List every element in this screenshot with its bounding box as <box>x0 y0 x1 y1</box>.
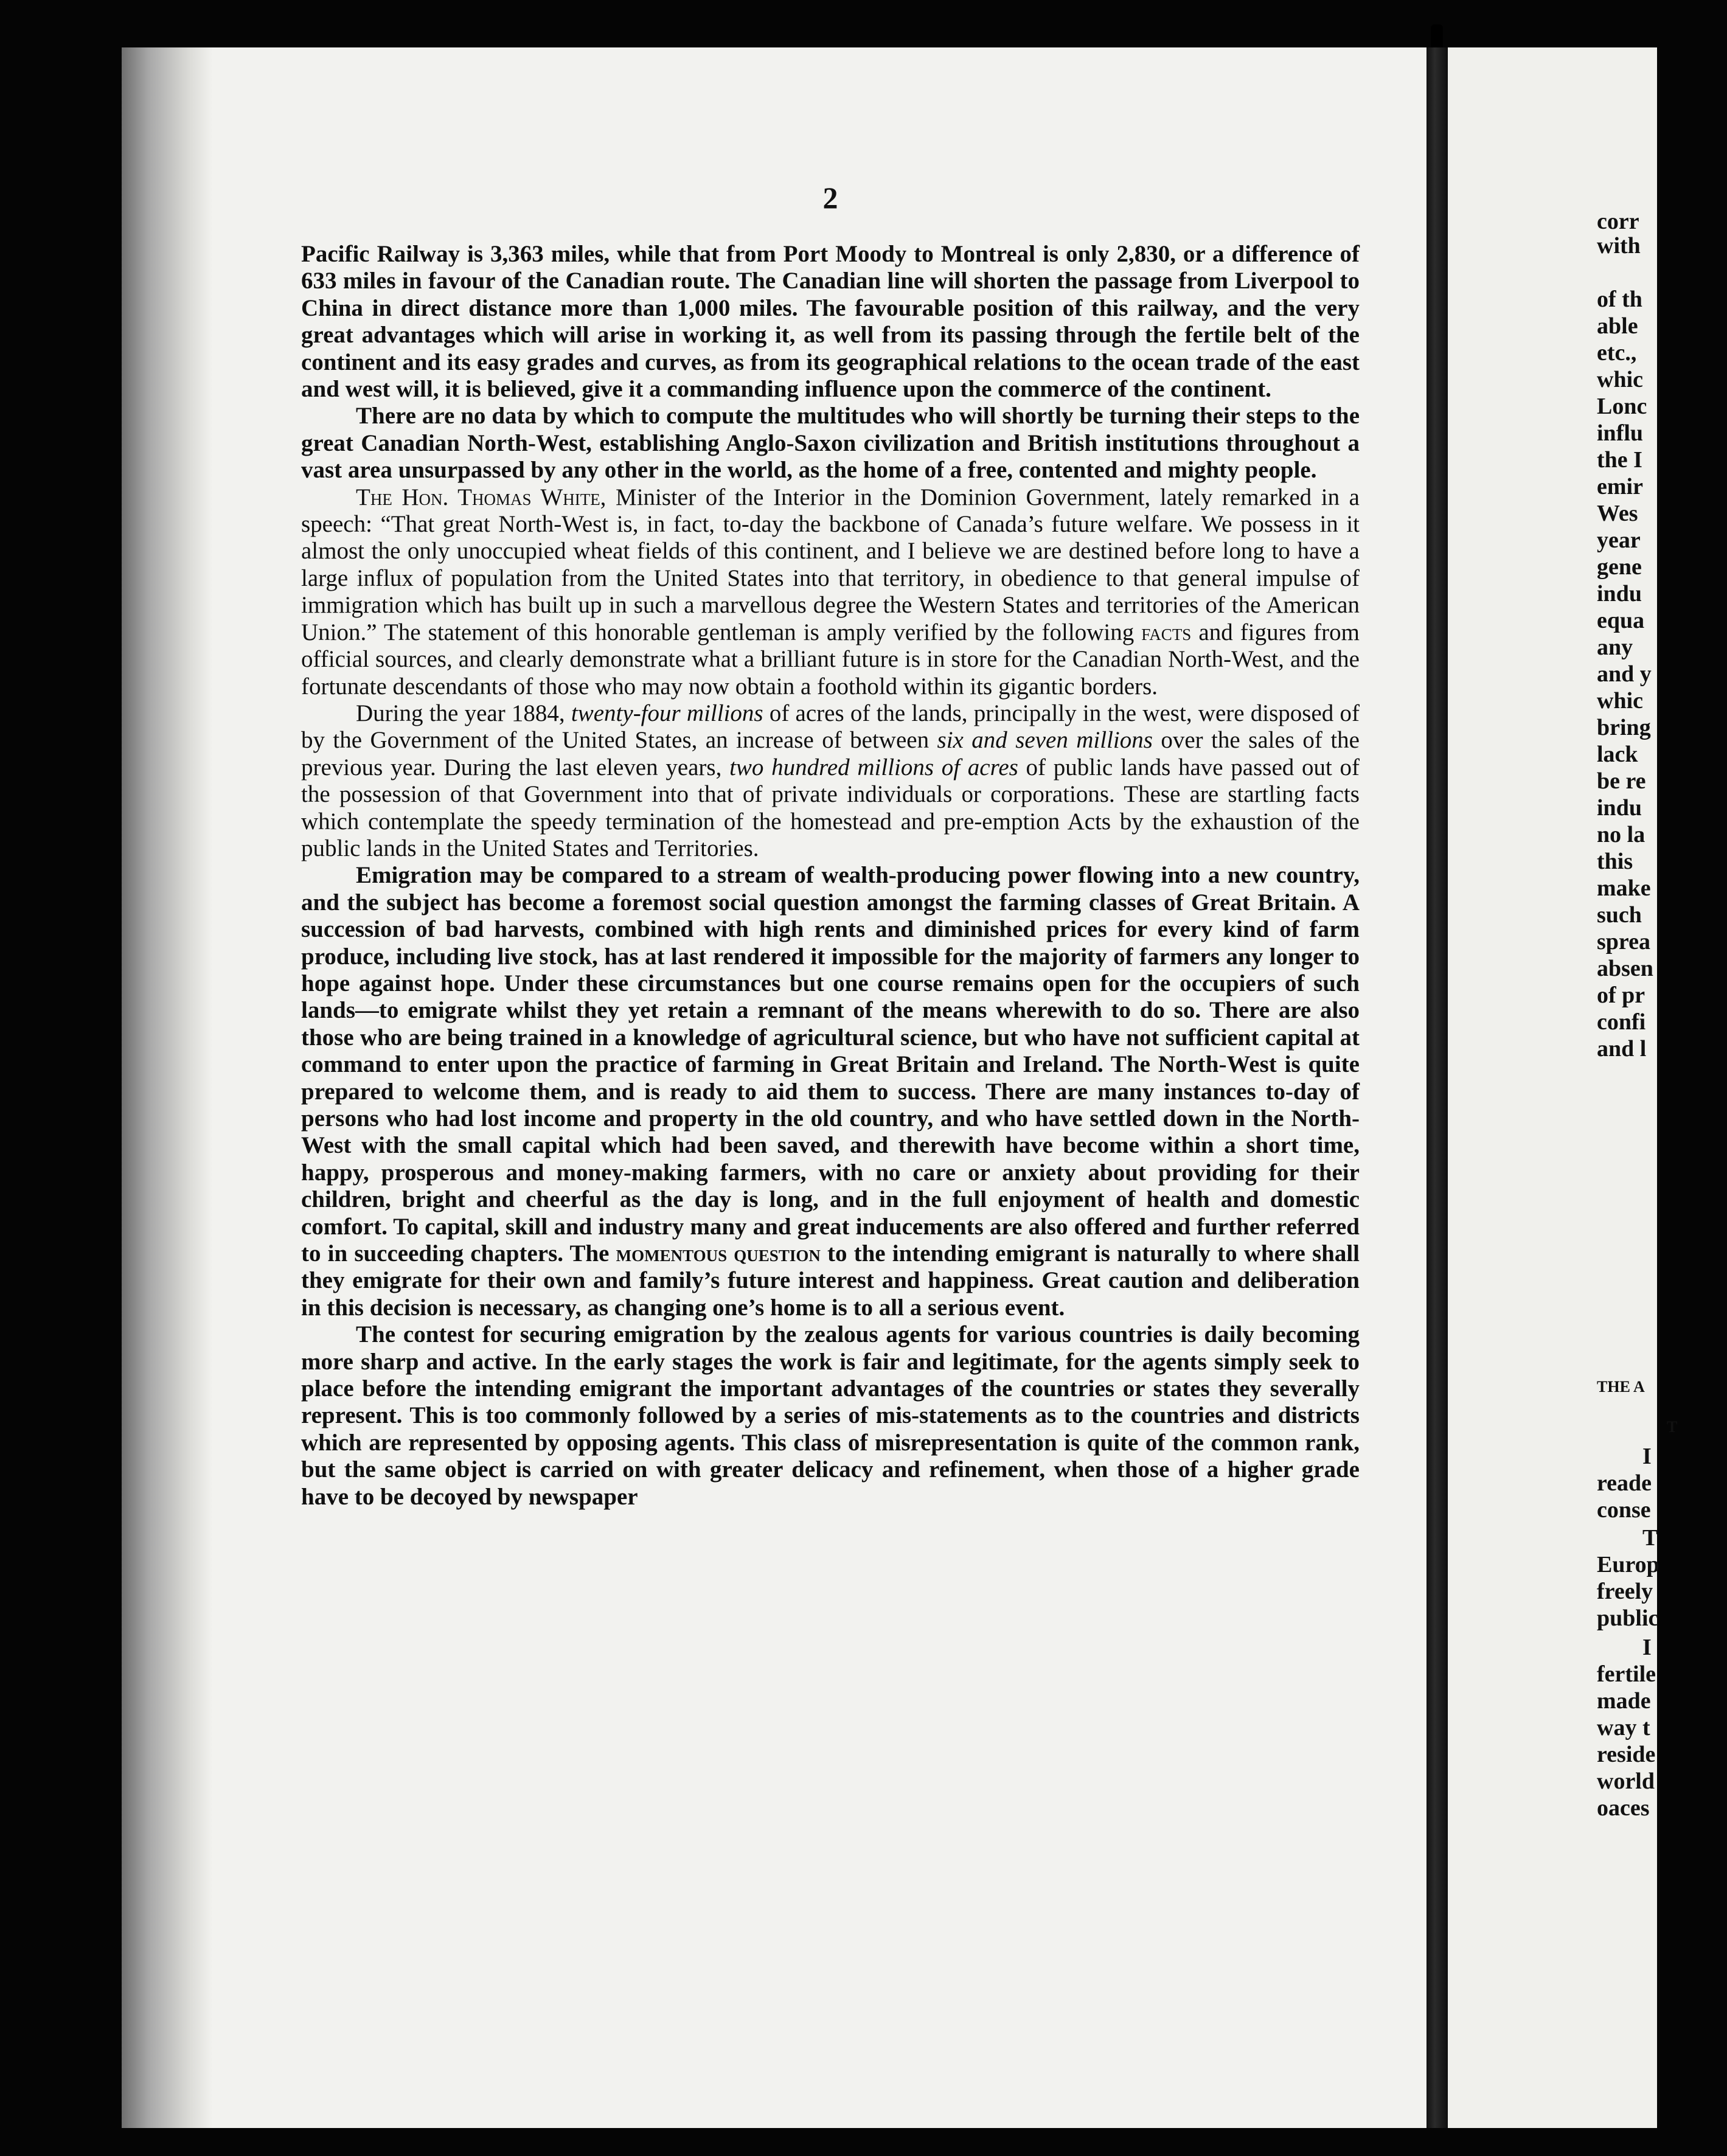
fragment: Europ <box>1597 1552 1659 1577</box>
paragraph-3 <box>301 484 1360 700</box>
p4-emphasis-3: two hundred millions of acres <box>729 754 1018 781</box>
p4-e: over the sales of the previous year. During the last eleven years, <box>301 727 1360 781</box>
fragment: any <box>1597 635 1633 660</box>
fragment: THE A <box>1597 1378 1645 1396</box>
fragment: with <box>1597 233 1641 259</box>
fragment: year <box>1597 527 1641 553</box>
fragment: influ <box>1597 420 1644 446</box>
fragment: reade <box>1597 1470 1652 1496</box>
fragment: gene <box>1597 554 1642 580</box>
fragment: the I <box>1597 447 1642 473</box>
paragraph-6: The contest for securing emigration by the zealous agents for various countries is daily becoming more sharp and active. In the early stages the work is fair and legitimate, for the agents simply seek to place before the intending emigrant the important advantages of the countries or states they severally represent. This is too commonly followed by a series of mis-statements as to the countries and districts which are represented by opposing agents. This class of misrepresentation is quite of the common rank, but the same object is carried on with greater delicacy and refinement, when those of a higher grade have to be decoyed by newspaper <box>301 1321 1360 1510</box>
p4-a: During the year 1884, <box>356 700 571 726</box>
fragment: made <box>1597 1688 1651 1714</box>
paragraph-3-end: and figures from official sources, and clearly demonstrate what a brilliant future is in store for the Canadian North-West, and the fortunate descendants of those who may now obtain a foothold within its gigantic borders. <box>301 619 1360 700</box>
fragment: make <box>1597 875 1651 901</box>
fragment: able <box>1597 313 1638 339</box>
fragment: T <box>1642 1525 1658 1551</box>
fragment: and l <box>1597 1036 1647 1062</box>
fragment: corr <box>1597 209 1639 234</box>
fragment: fertile <box>1597 1661 1656 1687</box>
fragment: be re <box>1597 768 1646 794</box>
p4-g: of public lands have passed out of the possession of that Government into that of private individuals or corporations. These are startling facts which contemplate the speedy termination of the homestead and pre-emption Acts by the exhaustion of the public lands in the United States and Territories. <box>301 754 1360 861</box>
page-shadow <box>122 47 213 2128</box>
fragment: world <box>1597 1768 1655 1794</box>
fragment: I <box>1642 1635 1652 1660</box>
fragment: reside <box>1597 1742 1656 1767</box>
fragment: and y <box>1597 661 1652 687</box>
paragraph-1: Pacific Railway is 3,363 miles, while that from Port Moody to Montreal is only 2,830, or a difference of 633 miles in favour of the Canadian route. The Canadian line will shorten the passage from Liverpool to China in direct distance more than 1,000 miles. The favourable position of this railway, and the very great advantages which will arise in working it, as well from its passing through the fertile belt of the continent and its easy grades and curves, as from its geographical relations to the ocean trade of the east and west will, it is believed, give it a commanding influence upon the commerce of the continent. <box>301 241 1360 403</box>
fragment: conse <box>1597 1497 1651 1523</box>
fragment: way t <box>1597 1715 1650 1740</box>
facts-emphasis: facts <box>1141 619 1192 645</box>
fragment: whic <box>1597 367 1643 392</box>
fragment: bring <box>1597 715 1651 740</box>
fragment: lack <box>1597 742 1638 767</box>
fragment: Wes <box>1597 501 1638 526</box>
fragment: of th <box>1597 287 1642 312</box>
fragment: freely <box>1597 1579 1653 1604</box>
fragment: etc., <box>1597 340 1637 366</box>
speaker-name: The Hon. Thomas White, <box>356 484 606 510</box>
fragment: of pr <box>1597 982 1645 1008</box>
fragment: public <box>1597 1605 1659 1631</box>
p4-emphasis-1: twenty-four millions <box>571 700 763 726</box>
fragment: indu <box>1597 795 1642 821</box>
fragment: indu <box>1597 581 1642 607</box>
paragraph-4 <box>301 700 1360 862</box>
fragment: whic <box>1597 688 1643 714</box>
p4-emphasis-2: six and seven millions <box>937 727 1153 754</box>
fragment: oaces <box>1597 1795 1650 1821</box>
momentous-question: momentous question <box>616 1240 821 1267</box>
fragment: Lonc <box>1597 394 1647 419</box>
fragment: T <box>1667 1418 1678 1436</box>
p4-c: of acres of the lands, principally in the west, were disposed of by the Government of the United States, an increase of between <box>301 700 1360 754</box>
body-text <box>301 241 1360 1511</box>
fragment: emir <box>1597 474 1643 499</box>
fragment: confi <box>1597 1009 1646 1035</box>
book-spine <box>1426 47 1447 2128</box>
fragment: absen <box>1597 956 1653 981</box>
p5-a: Emigration may be compared to a stream of wealth-producing power flowing into a new country, and the subject has become a foremost social question amongst the farming classes of Great Britain. A succession of bad harvests, combined with high rents and diminished prices for every kind of farm produce, including live stock, has at last rendered it impossible for the majority of farmers any longer to hope against hope. Under these circumstances but one course remains open for the occupiers of such lands—to emigrate whilst they yet retain a remnant of the means wherewith to do so. There are also those who are being trained in a knowledge of agricultural science, but who have not sufficient capital at command to enter upon the practice of farming in Great Britain and Ireland. The North-West is quite prepared to welcome them, and is ready to aid them to success. There are many instances to-day of persons who had lost income and property in the old country, and who have settled down in the North-West with the small capital which had been saved, and therewith have become within a short time, happy, prosperous and money-making farmers, with no care or anxiety about providing for their children, bright and cheerful as the day is long, and in the full enjoyment of health and domestic comfort. To capital, skill and industry many and great inducements are also offered and further referred to in succeeding chapters. The <box>301 862 1360 1267</box>
page-number: 2 <box>822 181 838 215</box>
paragraph-5 <box>301 862 1360 1321</box>
fragment: no la <box>1597 822 1645 847</box>
fragment: sprea <box>1597 929 1650 955</box>
paragraph-2: There are no data by which to compute the multitudes who will shortly be turning their steps to the great Canadian North-West, establishing Anglo-Saxon civilization and British institutions throughout a vast area unsurpassed by any other in the world, as the home of a free, contented and mighty people. <box>301 403 1360 484</box>
fragment: equa <box>1597 608 1645 633</box>
p5-c: to the intending emigrant is naturally to where shall they emigrate for their own and family’s future interest and happiness. Great caution and deliberation in this decision is necessary, as changing one’s home is to all a serious event. <box>301 1240 1360 1321</box>
fragment: such <box>1597 902 1642 928</box>
fragment: I <box>1642 1444 1652 1469</box>
fragment: this <box>1597 849 1633 874</box>
paragraph-3-text: Minister of the Interior in the Dominion Government, lately remarked in a speech: “That great North-West is, in fact, to-day the backbone of Canada’s future welfare. We possess in it almost the only unoccupied wheat fields of this continent, and I believe we are destined before long to have a large influx of population from the United States into that territory, in obedience to that general impulse of immigration which has built up in such a marvellous degree the Western States and territories of the American Union.” The statement of this honorable gentleman is amply verified by the following <box>301 484 1360 645</box>
